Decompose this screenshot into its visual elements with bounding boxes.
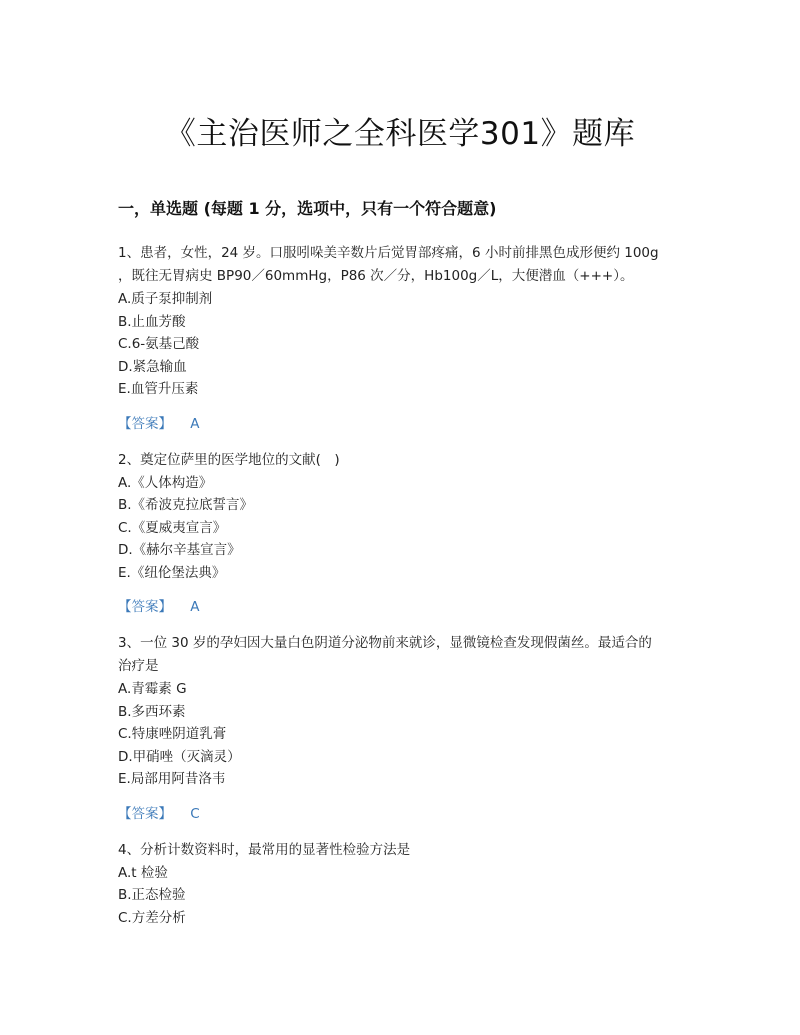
- option-a: A.《人体构造》: [118, 474, 213, 491]
- question-stem: [118, 839, 688, 862]
- question-stem: [118, 449, 688, 472]
- option-b: B.止血芳酸: [118, 313, 186, 330]
- option-e: E.《纽伦堡法典》: [118, 564, 226, 581]
- answer-line: [118, 413, 688, 435]
- stem-line: 2、奠定位萨里的医学地位的文献( ): [118, 451, 340, 468]
- option-a: A.质子泵抑制剂: [118, 291, 213, 307]
- answer-label: 【答案】: [118, 599, 172, 615]
- stem-line: ，既往无胃病史 BP90／60mmHg，P86 次／分，Hb100g／L，大便潜血（+++）。: [118, 268, 634, 284]
- option-d: D.甲硝唑（灭滴灵）: [118, 748, 241, 765]
- option-e: E.局部用阿昔洛韦: [118, 771, 226, 787]
- question-stem: [118, 242, 688, 288]
- stem-line: 治疗是: [118, 658, 159, 674]
- section-heading: 一，单选题 (每题 1 分，选项中，只有一个符合题意): [118, 199, 497, 218]
- answer-value: A: [190, 415, 200, 432]
- stem-line: 1、患者，女性，24 岁。口服吲哚美辛数片后觉胃部疼痛，6 小时前排黑色成形便约 100g: [118, 245, 659, 261]
- answer-line: [118, 803, 688, 825]
- option-c: C.方差分析: [118, 909, 186, 926]
- option-c: C.6-氨基己酸: [118, 336, 200, 352]
- question-3: [118, 632, 688, 825]
- option-b: B.《希波克拉底誓言》: [118, 497, 254, 513]
- stem-line: 4、分析计数资料时，最常用的显著性检验方法是: [118, 841, 411, 858]
- option-d: D.《赫尔辛基宣言》: [118, 542, 241, 558]
- answer-value: C: [190, 805, 200, 822]
- option-d: D.紧急输血: [118, 358, 187, 375]
- option-b: B.多西环素: [118, 703, 186, 720]
- option-b: B.正态检验: [118, 887, 186, 903]
- document-title: 《主治医师之全科医学301》题库: [164, 116, 636, 152]
- answer-value: A: [190, 599, 200, 615]
- answer-label: 【答案】: [118, 805, 172, 822]
- option-c: C.《夏威夷宣言》: [118, 519, 227, 536]
- option-c: C.特康唑阴道乳膏: [118, 726, 227, 742]
- stem-line: 3、一位 30 岁的孕妇因大量白色阴道分泌物前来就诊，显微镜检查发现假菌丝。最适合的: [118, 635, 652, 651]
- option-a: A.t 检验: [118, 864, 168, 881]
- question-list: [118, 242, 688, 929]
- answer-label: 【答案】: [118, 415, 172, 432]
- question-stem: [118, 632, 688, 678]
- question-2: [118, 449, 688, 619]
- question-4: [118, 839, 688, 930]
- question-1: [118, 242, 688, 435]
- answer-line: [118, 596, 688, 618]
- option-e: E.血管升压素: [118, 381, 199, 397]
- option-a: A.青霉素 G: [118, 681, 187, 697]
